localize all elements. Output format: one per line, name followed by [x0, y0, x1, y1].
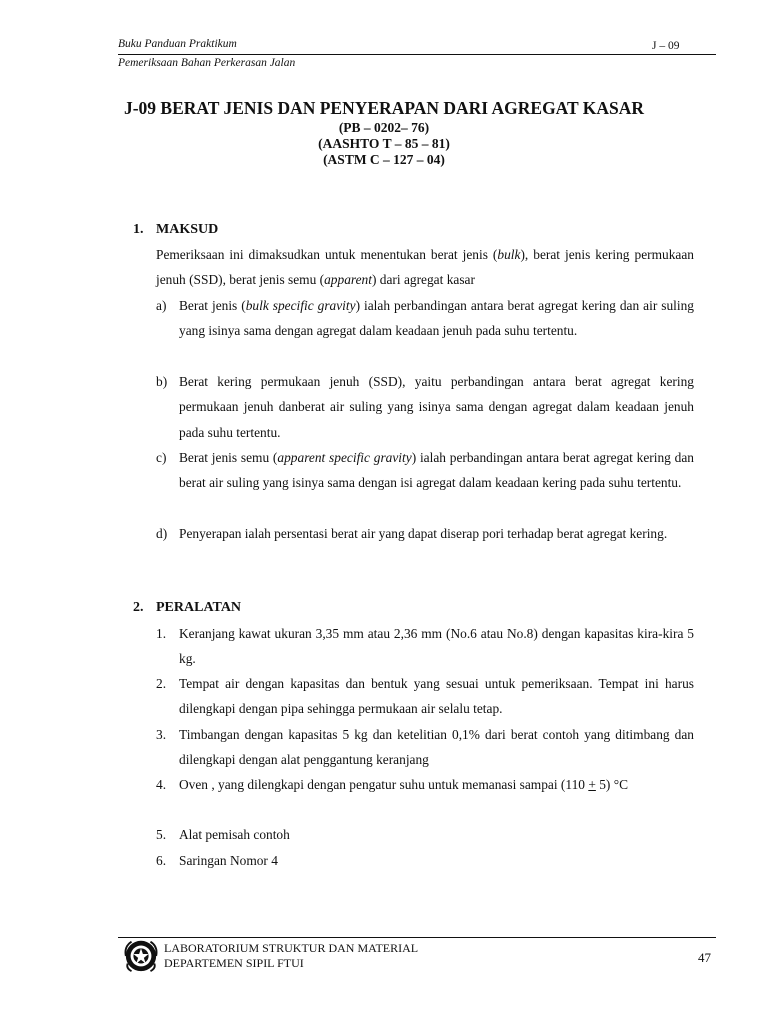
section-1-number: 1. — [133, 222, 144, 237]
standard-astm: (ASTM C – 127 – 04) — [323, 152, 445, 167]
item-c-label: c) — [156, 450, 167, 465]
equipment-4-label: 4. — [156, 777, 167, 792]
standard-aashto: (AASHTO T – 85 – 81) — [318, 136, 450, 151]
equipment-4-text: Oven , yang dilengkapi dengan pengatur suhu untuk memanasi sampai (110 + 5) °C — [179, 777, 629, 792]
section-1-intro: Pemeriksaan ini dimaksudkan untuk menentukan berat jenis (bulk), berat jenis kering permukaan jenuh (SSD), berat jenis semu (apparent) dari agregat kasar — [156, 247, 694, 288]
footer-department: DEPARTEMEN SIPIL FTUI — [164, 956, 304, 970]
header-chapter-code: J – 09 — [652, 40, 680, 52]
page-title: J-09 BERAT JENIS DAN PENYERAPAN DARI AGREGAT KASAR — [123, 98, 645, 118]
page-number: 47 — [698, 950, 711, 965]
equipment-1-text: Keranjang kawat ukuran 3,35 mm atau 2,36 mm (No.6 atau No.8) dengan kapasitas kira-kira 5 kg. — [179, 626, 694, 667]
item-c-text: Berat jenis semu (apparent specific gravity) ialah perbandingan antara berat agregat kering dan berat air suling yang isinya sama dengan isi agregat dalam keadaan kering pada suhu tertentu. — [179, 450, 695, 491]
header-book-title: Buku Panduan Praktikum — [118, 38, 237, 50]
item-a-label: a) — [156, 298, 167, 313]
equipment-6-label: 6. — [156, 853, 167, 868]
equipment-1-label: 1. — [156, 626, 167, 641]
equipment-2-label: 2. — [156, 676, 167, 691]
equipment-3-label: 3. — [156, 727, 167, 742]
footer-divider — [118, 937, 716, 938]
header-divider — [118, 54, 716, 55]
section-1-heading: MAKSUD — [156, 222, 219, 237]
item-b-text: Berat kering permukaan jenuh (SSD), yaitu perbandingan antara berat agregat kering permukaan jenuh danberat air suling yang isinya sama dengan agregat dalam keadaan jenuh pada suhu tertentu. — [179, 374, 694, 440]
item-d-text: Penyerapan ialah persentasi berat air yang dapat diserap pori terhadap berat agregat kering. — [179, 526, 668, 541]
header-subtitle: Pemeriksaan Bahan Perkerasan Jalan — [118, 57, 296, 69]
item-a-text: Berat jenis (bulk specific gravity) ialah perbandingan antara berat agregat kering dan air suling yang isinya sama dengan agregat dalam keadaan jenuh pada suhu tertentu. — [179, 298, 695, 339]
section-2-heading: PERALATAN — [156, 600, 242, 615]
item-b-label: b) — [156, 374, 168, 389]
university-seal-icon — [122, 937, 160, 973]
item-d-label: d) — [156, 526, 168, 541]
equipment-6-text: Saringan Nomor 4 — [179, 853, 278, 868]
standard-pb: (PB – 0202– 76) — [338, 120, 430, 135]
footer-lab-name: LABORATORIUM STRUKTUR DAN MATERIAL — [164, 941, 419, 955]
equipment-2-text: Tempat air dengan kapasitas dan bentuk yang sesuai untuk pemeriksaan. Tempat ini harus dilengkapi dengan pipa sehingga permukaan air selalu tetap. — [179, 676, 694, 717]
equipment-5-text: Alat pemisah contoh — [179, 827, 290, 842]
equipment-3-text: Timbangan dengan kapasitas 5 kg dan ketelitian 0,1% dari berat contoh yang ditimbang dan dilengkapi dengan alat penggantung keranjang — [179, 727, 694, 768]
section-2-number: 2. — [133, 600, 144, 615]
equipment-5-label: 5. — [156, 827, 167, 842]
